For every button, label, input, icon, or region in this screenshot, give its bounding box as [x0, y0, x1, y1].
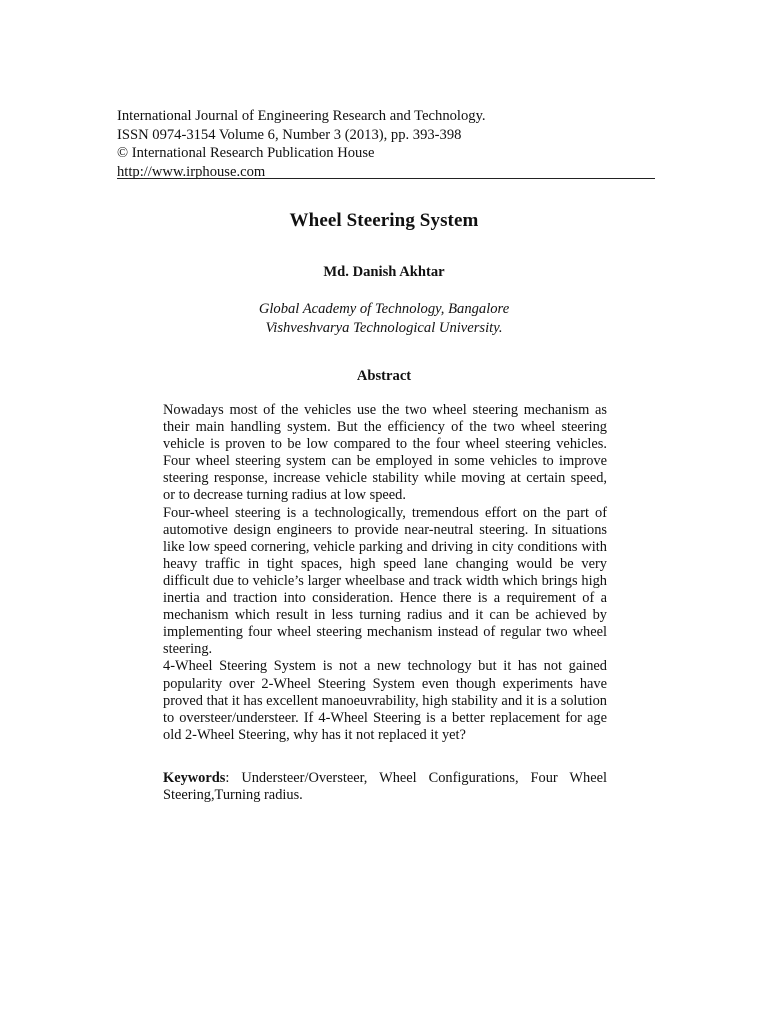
author-affiliation — [0, 300, 768, 338]
paper-title: Wheel Steering System — [289, 210, 479, 231]
abstract-paragraph: Nowadays most of the vehicles use the two wheel steering mechanism as their main handling system. But the efficiency of the two wheel steering vehicle is proven to be low compared to the four wheel steering vehicles. Four wheel steering system can be employed in some vehicles to improve steering response, increase vehicle stability while moving at certain speed, or to decrease turning radius at low speed. — [163, 402, 607, 504]
keywords-label: Keywords — [163, 770, 226, 786]
paper-author: Md. Danish Akhtar — [323, 264, 445, 280]
affiliation-line: Vishveshvarya Technological University. — [265, 320, 503, 336]
abstract-body — [163, 402, 607, 744]
abstract-paragraph: Four-wheel steering is a technologically, tremendous effort on the part of automotive design engineers to provide near-neutral steering. In situations like low speed cornering, vehicle parking and driving in city conditions with heavy traffic in tight spaces, high speed lane changing would be very difficult due to vehicle’s larger wheelbase and track width which brings high inertia and traction into consideration. Hence there is a requirement of a mechanism which result in less turning radius and it can be achieved by implementing four wheel steering mechanism instead of regular two wheel steering. — [163, 504, 607, 658]
affiliation-line: Global Academy of Technology, Bangalore — [258, 301, 510, 317]
keywords — [163, 770, 607, 804]
header-divider — [117, 178, 655, 179]
journal-url[interactable]: http://www.irphouse.com — [117, 163, 266, 180]
abstract-paragraph: 4-Wheel Steering System is not a new technology but it has not gained popularity over 2-Wheel Steering System even though experiments have proved that it has excellent manoeuvrability, high stability and it is a solution to oversteer/understeer. If 4-Wheel Steering is a better replacement for age old 2-Wheel Steering, why has it not replaced it yet? — [163, 658, 607, 743]
abstract-heading: Abstract — [356, 368, 412, 384]
keywords-text: : Understeer/Oversteer, Wheel Configurations, Four Wheel Steering,Turning radius. — [163, 770, 607, 804]
journal-publisher: © International Research Publication House — [117, 145, 375, 161]
journal-issn: ISSN 0974-3154 Volume 6, Number 3 (2013), pp. 393-398 — [117, 126, 462, 143]
journal-name: International Journal of Engineering Research and Technology. — [117, 108, 486, 124]
journal-header — [117, 107, 655, 181]
